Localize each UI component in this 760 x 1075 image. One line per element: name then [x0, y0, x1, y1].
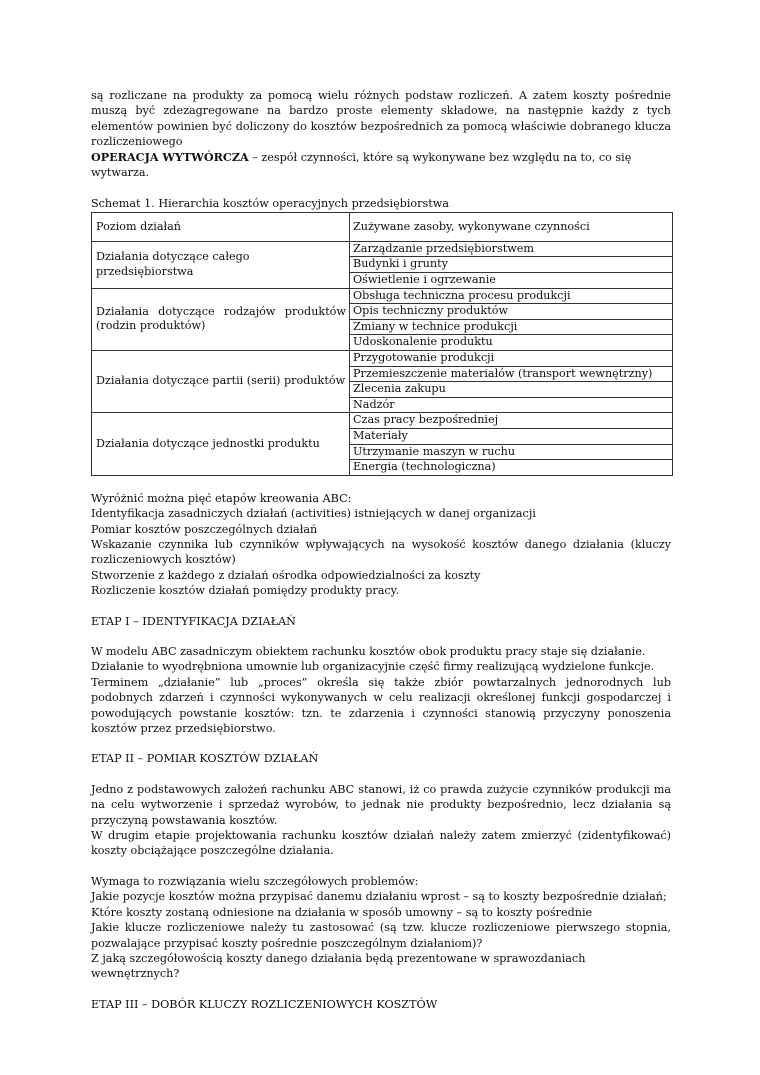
list-item: Identyfikacja zasadniczych działań (activities) istniejących w danej organizacji — [91, 507, 536, 521]
table-row — [92, 413, 673, 429]
item-cell: Zarządzanie przedsiębiorstwem — [350, 241, 673, 257]
problems-intro: Wymaga to rozwiązania wielu szczegółowych problemów: — [91, 874, 419, 888]
definition-text: – zespół czynności, które są wykonywane bez względu na to, co się wytwarza. — [91, 150, 632, 180]
list-item: Jakie pozycje kosztów można przypisać danemu działaniu wprost – są to koszty bezpośrednie działań; — [91, 890, 667, 904]
list-item: Stworzenie z każdego z działań ośrodka odpowiedzialności za koszty — [91, 568, 481, 582]
table-caption: Schemat 1. Hierarchia kosztów operacyjnych przedsiębiorstwa — [91, 197, 449, 211]
item-cell: Zmiany w technice produkcji — [350, 319, 673, 335]
table-row — [92, 351, 673, 367]
cost-hierarchy-table — [91, 212, 673, 476]
table-row — [92, 288, 673, 304]
item-cell: Udoskonalenie produktu — [350, 335, 673, 351]
level-cell: Działania dotyczące rodzajów produktów (rodzin produktów) — [92, 288, 350, 350]
header-level: Poziom działań — [92, 212, 350, 241]
item-cell: Przemieszczenie materiałów (transport wewnętrzny) — [350, 366, 673, 382]
stages-intro: Wyróżnić można pięć etapów kreowania ABC: — [91, 491, 352, 505]
item-cell: Opis techniczny produktów — [350, 304, 673, 320]
list-item: Rozliczenie kosztów działań pomiędzy produkty pracy. — [91, 584, 400, 598]
header-resources: Zużywane zasoby, wykonywane czynności — [350, 212, 673, 241]
item-cell: Nadzór — [350, 397, 673, 413]
item-cell: Przygotowanie produkcji — [350, 351, 673, 367]
item-cell: Energia (technologiczna) — [350, 460, 673, 476]
list-item: Wskazanie czynnika lub czynników wpływających na wysokość kosztów danego działania (kluczy rozliczeniowych kosztów) — [91, 537, 671, 567]
list-item: Z jaką szczegółowością koszty danego działania będą prezentowane w sprawozdaniach wewnętrznych? — [91, 951, 586, 981]
etap2-paragraph-1: Jedno z podstawowych założeń rachunku ABC stanowi, iż co prawda zużycie czynników produkcji ma na celu wytworzenie i sprzedaż wyrobów, to jednak nie produkty bezpośrednio, lecz działania są przyczyną powstawania kosztów. — [91, 782, 671, 827]
etap2-heading: ETAP II – POMIAR KOSZTÓW DZIAŁAŃ — [91, 752, 319, 766]
item-cell: Budynki i grunty — [350, 257, 673, 273]
etap3-heading: ETAP III – DOBÓR KLUCZY ROZLICZENIOWYCH KOSZTÓW — [91, 997, 438, 1011]
item-cell: Obsługa techniczna procesu produkcji — [350, 288, 673, 304]
etap1-paragraph-1: W modelu ABC zasadniczym obiektem rachunku kosztów obok produktu pracy staje się działanie. — [91, 645, 646, 658]
etap1-paragraph-3: Terminem „działanie” lub „proces” określa się także zbiór powtarzalnych jednorodnych lub podobnych zdarzeń i czynności wykonywanych w celu realizacji określonej funkcji gospodarczej i powodujących powstanie kosztów: tzn. te zdarzenia i czynności stanowią przyczyny ponoszenia kosztów przez przedsiębiorstwo. — [91, 675, 671, 736]
abc-stages-list — [91, 491, 671, 599]
document-page — [91, 88, 671, 1012]
item-cell: Materiały — [350, 428, 673, 444]
level-cell: Działania dotyczące całego przedsiębiorstwa — [92, 241, 350, 288]
etap2-paragraph-2: W drugim etapie projektowania rachunku kosztów działań należy zatem zmierzyć (zidentyfikować) koszty obciążające poszczególne działania. — [91, 829, 671, 858]
intro-paragraph: są rozliczane na produkty za pomocą wielu różnych podstaw rozliczeń. A zatem koszty pośrednie muszą być zdezagregowane na bardzo proste elementy składowe, na następnie każdy z tych elementów powinien być doliczony do kosztów bezpośrednich za pomocą właściwie dobranego klucza rozliczeniowego — [91, 89, 671, 149]
item-cell: Czas pracy bezpośredniej — [350, 413, 673, 429]
item-cell: Utrzymanie maszyn w ruchu — [350, 444, 673, 460]
item-cell: Oświetlenie i ogrzewanie — [350, 273, 673, 289]
item-cell: Zlecenia zakupu — [350, 382, 673, 398]
list-item: Które koszty zostaną odniesione na działania w sposób umowny – są to koszty pośrednie — [91, 905, 593, 919]
level-cell: Działania dotyczące partii (serii) produktów — [92, 351, 350, 413]
etap1-paragraph-2: Działanie to wyodrębniona umownie lub organizacyjnie część firmy realizującą wydzielone funkcje. — [91, 660, 655, 674]
table-header-row — [92, 212, 673, 241]
list-item: Pomiar kosztów poszczególnych działań — [91, 522, 318, 536]
list-item: Jakie klucze rozliczeniowe należy tu zastosować (są tzw. klucze rozliczeniowe pierwszego stopnia, pozwalające przypisać koszty pośrednie poszczególnym działaniom)? — [91, 921, 671, 950]
level-cell: Działania dotyczące jednostki produktu — [92, 413, 350, 475]
definition-line — [91, 150, 671, 181]
table-row — [92, 241, 673, 257]
etap1-heading: ETAP I – IDENTYFIKACJA DZIAŁAŃ — [91, 614, 296, 628]
definition-term: OPERACJA WYTWÓRCZA — [91, 149, 249, 164]
